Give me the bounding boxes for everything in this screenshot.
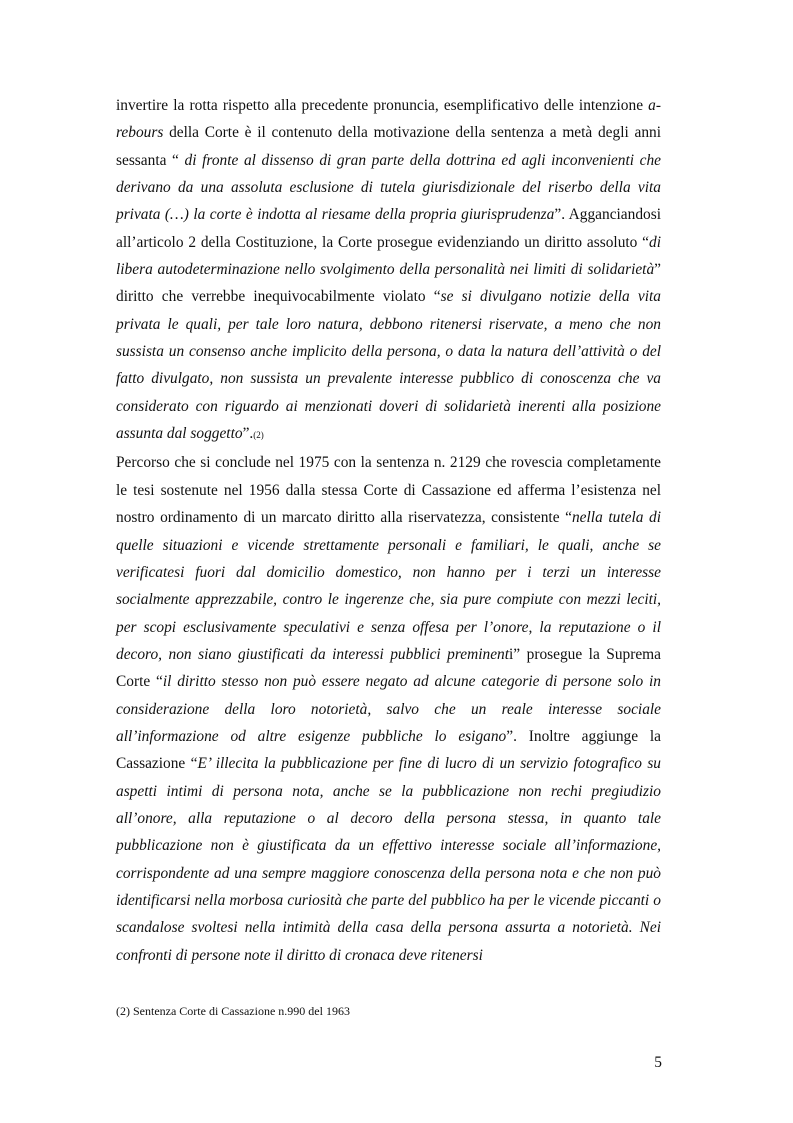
text-run: i” prosegue la Suprema Corte “ (116, 645, 661, 691)
text-run: ”. Agganciandosi all’articolo 2 della Costituzione, la Corte prosegue evidenziando un diritto assoluto “ (116, 206, 661, 251)
text-run: ”. (506, 727, 517, 745)
footnote-reference: (2) (253, 430, 264, 441)
text-run: ” diritto che verrebbe inequivocabilmente violato “ (116, 261, 661, 306)
text-run-italic: di fronte al dissenso di gran parte della dottrina ed agli inconvenienti che derivano da una assoluta esclusione di tutela giurisdizionale del riserbo della vita privata (…) la corte è indotta al riesame della propria giurisprudenza (116, 151, 661, 224)
text-run-italic: di libera autodeterminazione nello svolgimento della personalità nei limiti di solidarietà (116, 233, 661, 279)
text-run: invertire la rotta rispetto alla precedente pronuncia, esemplificativo delle intenzione (116, 97, 649, 114)
paragraph-2 (116, 449, 661, 969)
text-run-italic: nella tutela di quelle situazioni e vicende strettamente personali e familiari, le quali, anche se verificatesi fuori dal domicilio domestico, non hanno per i terzi un interesse socialmente apprezzabile, contro le ingerenze che, sia pure compiute con mezzi leciti, per scopi esclusivamente speculativi e senza offesa per l’onore, la reputazione o il decoro, non siano giustificati da interessi pubblici preminent (116, 509, 661, 663)
text-run-italic: E’ illecita la pubblicazione per fine di lucro di un servizio fotografico su aspetti intimi di persona nota, anche se la pubblicazione non rechi pregiudizio all’onore, alla reputazione o al decoro della persona stessa, in quanto tale pubblicazione non è giustificata da un effettivo interesse sociale all’informazione, corrispondente ad una sempre maggiore conoscenza della persona nota e che non può identificarsi nella morbosa curiosità che parte del pubblico ha per le vicende piccanti o scandalose svoltesi nella intimità della casa della persona assurta a notorietà. Nei confronti di persone note il diritto di cronaca deve ritenersi (116, 755, 662, 964)
text-run: della Corte è il contenuto della motivazione della sentenza a metà degli anni sessanta “ (116, 124, 661, 169)
text-run: Inoltre aggiunge la Cassazione “ (116, 727, 661, 773)
body-text (116, 92, 661, 969)
paragraph-1 (116, 92, 661, 449)
text-run-italic: a-rebours (116, 97, 661, 142)
text-run: ”. (242, 425, 254, 443)
text-run: Percorso che si conclude nel 1975 con la sentenza n. 2129 che rovescia completamente le tesi sostenute nel 1956 dalla stessa Corte di Cassazione ed afferma l’esistenza nel nostro ordinamento di un marcato diritto alla riservatezza, consistente “ (116, 454, 661, 527)
text-run-italic: se si divulgano notizie della vita privata le quali, per tale loro natura, debbono ritenersi riservate, a meno che non sussista un consenso anche implicito della persona, o data la natura dell’attività o del fatto divulgato, non sussista un prevalente interesse pubblico di conoscenza che va considerato con riguardo ai menzionati doveri di solidarietà inerenti alla posizione assunta dal soggetto (116, 288, 661, 443)
text-run-italic: il diritto stesso non può essere negato ad alcune categorie di persone solo in considerazione della loro notorietà, salvo che un reale interesse sociale all’informazione od altre esigenze pubbliche lo esigano (116, 673, 662, 745)
footnote: (2) Sentenza Corte di Cassazione n.990 del 1963 (116, 1004, 350, 1018)
page-number: 5 (654, 1054, 662, 1071)
